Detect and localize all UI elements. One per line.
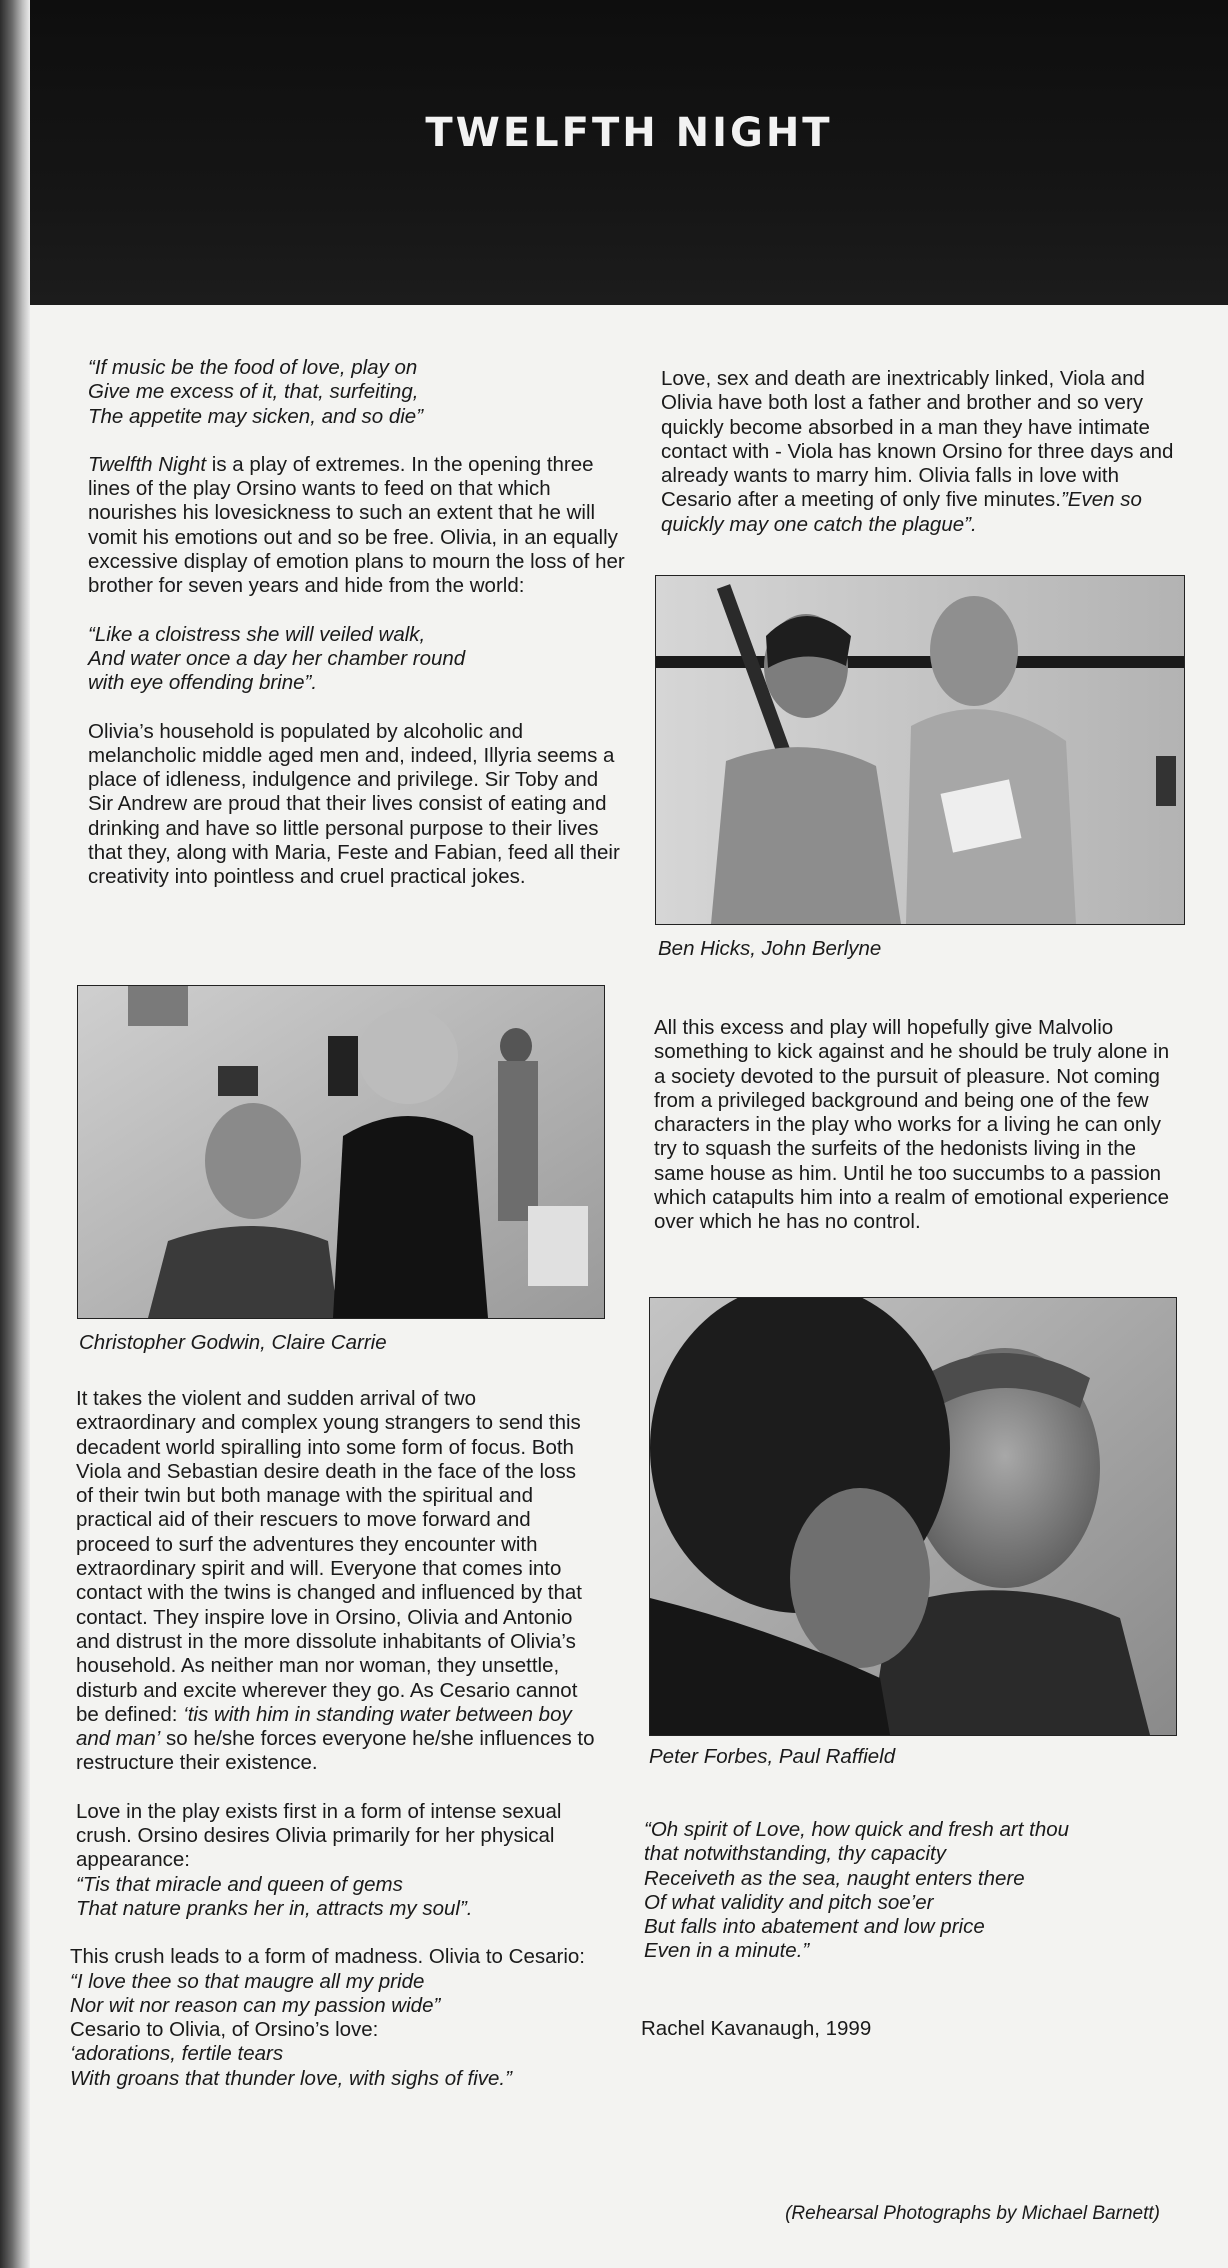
right-column-top: [661, 367, 1191, 537]
household-paragraph: Olivia’s household is populated by alcoholic and melancholic middle aged men and, indeed, Illyria seems a place of idleness, indulgence and privilege. Sir Toby and Sir Andrew are proud that their lives consist of eating and drinking and have so little personal purpose to their lives that they, along with Maria, Feste and Fabian, feed all their creativity into pointless and cruel practical jokes.: [88, 719, 620, 889]
closing-quote: “Oh spirit of Love, how quick and fresh art thou that notwithstanding, thy capacity Receiveth as the sea, naught enters there Of what validity and pitch soe’er But falls into abatement and low price Even in a minute.”: [644, 1818, 1070, 1963]
photo3-caption: Peter Forbes, Paul Raffield: [649, 1745, 896, 1768]
photo-ben-hicks-john-berlyne: [655, 575, 1185, 925]
author-signature: Rachel Kavanaugh, 1999: [641, 2017, 872, 2040]
opening-quote: “If music be the food of love, play on Give me excess of it, that, surfeiting, The appetite may sicken, and so die”: [88, 356, 424, 428]
love-sex-death-paragraph: Love, sex and death are inextricably linked, Viola and Olivia have both lost a father and brother and so very quickly become absorbed in a man they have intimate contact with - Viola has known Orsino for three days and already wants to marry him. Olivia falls in love with Cesario after a meeting of only five minutes.”Even so quickly may one catch the plague”.: [661, 367, 1174, 536]
photo-credit: (Rehearsal Photographs by Michael Barnett): [785, 2203, 1160, 2224]
intro-paragraph: Twelfth Night is a play of extremes. In the opening three lines of the play Orsino wants to feed on that which nourishes his lovesickness to such an extent that he will vomit his emotions out and so be free. Olivia, in an equally excessive display of emotion plans to mourn the loss of her brother for seven years and hide from the world:: [88, 452, 625, 598]
twins-paragraph: It takes the violent and sudden arrival of two extraordinary and complex young strangers to send this decadent world spiralling into some form of focus. Both Viola and Sebastian desire death in the face of the loss of their twin but both manage with the spiritual and practical aid of their rescuers to move forward and proceed to surf the adventures they encounter with extraordinary spirit and will. Everyone that comes into contact with the twins is changed and influenced by that contact. They inspire love in Orsino, Olivia and Antonio and distrust in the more dissolute inhabitants of Olivia’s household. As neither man nor woman, they unsettle, disturb and excite wherever they go. As Cesario cannot be defined: ‘tis with him in standing water between boy and man’ so he/she forces everyone he/she influences to restructure their existence.: [76, 1387, 595, 1775]
right-column-middle: [654, 1016, 1184, 1235]
rehearsal-photo-1: [78, 986, 604, 1318]
page-title: TWELFTH NIGHT: [425, 110, 833, 156]
photo-christopher-godwin-claire-carrie: [77, 985, 605, 1319]
left-column-bottom: [70, 1387, 596, 2091]
madness-paragraph: This crush leads to a form of madness. Olivia to Cesario: “I love thee so that maugre all my pride Nor wit nor reason can my passion wide” Cesario to Olivia, of Orsino’s love: ‘adorations, fertile tears With groans that thunder love, with sighs of five.”: [70, 1945, 585, 2090]
book-spine-shadow: [0, 0, 30, 2268]
malvolio-paragraph: All this excess and play will hopefully give Malvolio something to kick against and he should be truly alone in a society devoted to the pursuit of pleasure. Not coming from a privileged background and being one of the few characters in the play who works for a living he can only try to squash the surfeits of the hedonists living in the same house as him. Until he too succumbs to a passion which catapults him into a realm of emotional experience over which he has no control.: [654, 1016, 1170, 1234]
photo-peter-forbes-paul-raffield: [649, 1297, 1177, 1736]
photo2-caption: Ben Hicks, John Berlyne: [658, 937, 882, 960]
rehearsal-photo-2: [656, 576, 1184, 924]
left-column-top: [88, 356, 628, 890]
page-header: [30, 0, 1228, 305]
olivia-quote: “Like a cloistress she will veiled walk, And water once a day her chamber round with eye offending brine”.: [88, 622, 466, 695]
crush-paragraph: Love in the play exists first in a form of intense sexual crush. Orsino desires Olivia primarily for her physical appearance: “Tis that miracle and queen of gems That nature pranks her in, attracts my soul”.: [76, 1799, 562, 1920]
photo1-caption: Christopher Godwin, Claire Carrie: [79, 1331, 387, 1354]
rehearsal-photo-3: [650, 1298, 1176, 1735]
